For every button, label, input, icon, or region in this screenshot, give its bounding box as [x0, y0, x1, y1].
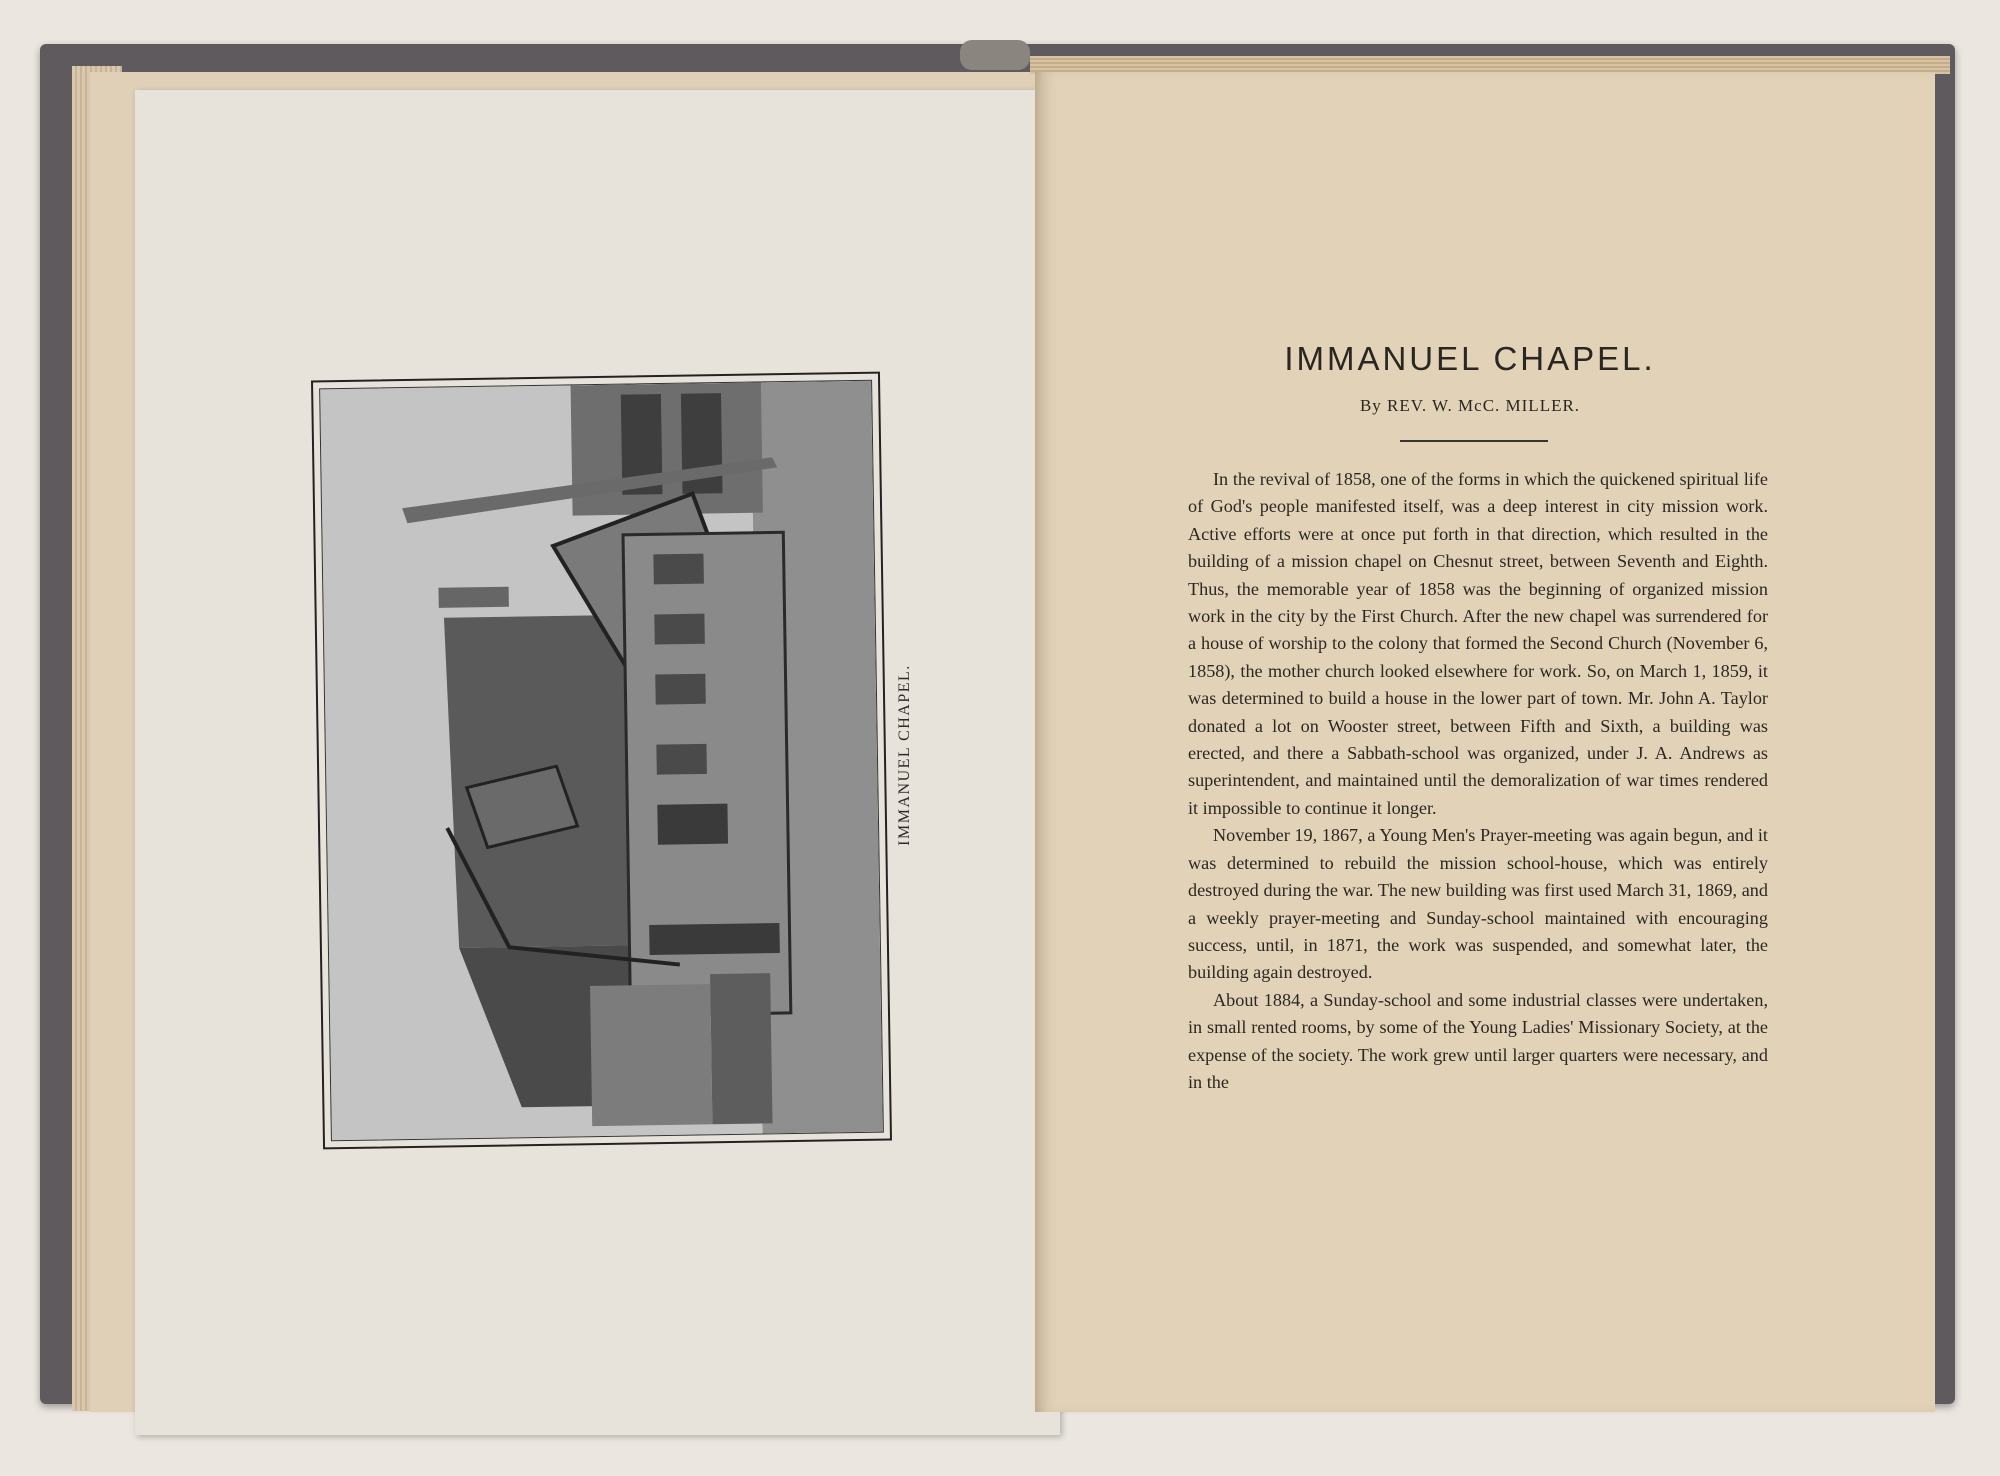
title-divider	[1400, 440, 1548, 442]
plate-caption: IMMANUEL CHAPEL.	[896, 664, 913, 846]
spine-binding	[960, 40, 1030, 70]
page-title: IMMANUEL CHAPEL.	[1284, 340, 1656, 377]
article-body	[1188, 466, 1768, 1096]
chapel-photograph	[319, 380, 884, 1142]
author-byline: By REV. W. McC. MILLER.	[1359, 396, 1581, 415]
chapel-illustration	[320, 381, 883, 1141]
chapel-photograph-frame	[311, 372, 892, 1150]
paragraph-2: November 19, 1867, a Young Men's Prayer-meeting was again begun, and it was determined to rebuild the mission school-house, which was entirely destroyed during the war. The new building was first used March 31, 1869, and a weekly prayer-meeting and Sunday-school maintained with encouraging success, until, in 1871, the work was suspended, and somewhat later, the building again destroyed.	[1188, 825, 1768, 983]
paragraph-1: In the revival of 1858, one of the forms in which the quickened spiritual life of God's people manifested itself, was a deep interest in city mission work. Active efforts were at once put forth in that direction, which resulted in the building of a mission chapel on Chesnut street, between Seventh and Eighth. Thus, the memorable year of 1858 was the beginning of organized mission work in the city by the First Church. After the new chapel was surrendered for a house of worship to the colony that formed the Second Church (November 6, 1858), the mother church looked elsewhere for work. So, on March 1, 1859, it was determined to build a house in the lower part of town. Mr. John A. Taylor donated a lot on Wooster street, between Fifth and Sixth, a building was erected, and there a Sabbath-school was organized, under J. A. Andrews as superintendent, and maintained until the demoralization of war times rendered it impossible to continue it longer.	[1188, 469, 1768, 818]
paragraph-3: About 1884, a Sunday-school and some industrial classes were undertaken, in small rented rooms, by some of the Young Ladies' Missionary Society, at the expense of the society. The work grew until larger quarters were necessary, and in the	[1188, 989, 1768, 1092]
